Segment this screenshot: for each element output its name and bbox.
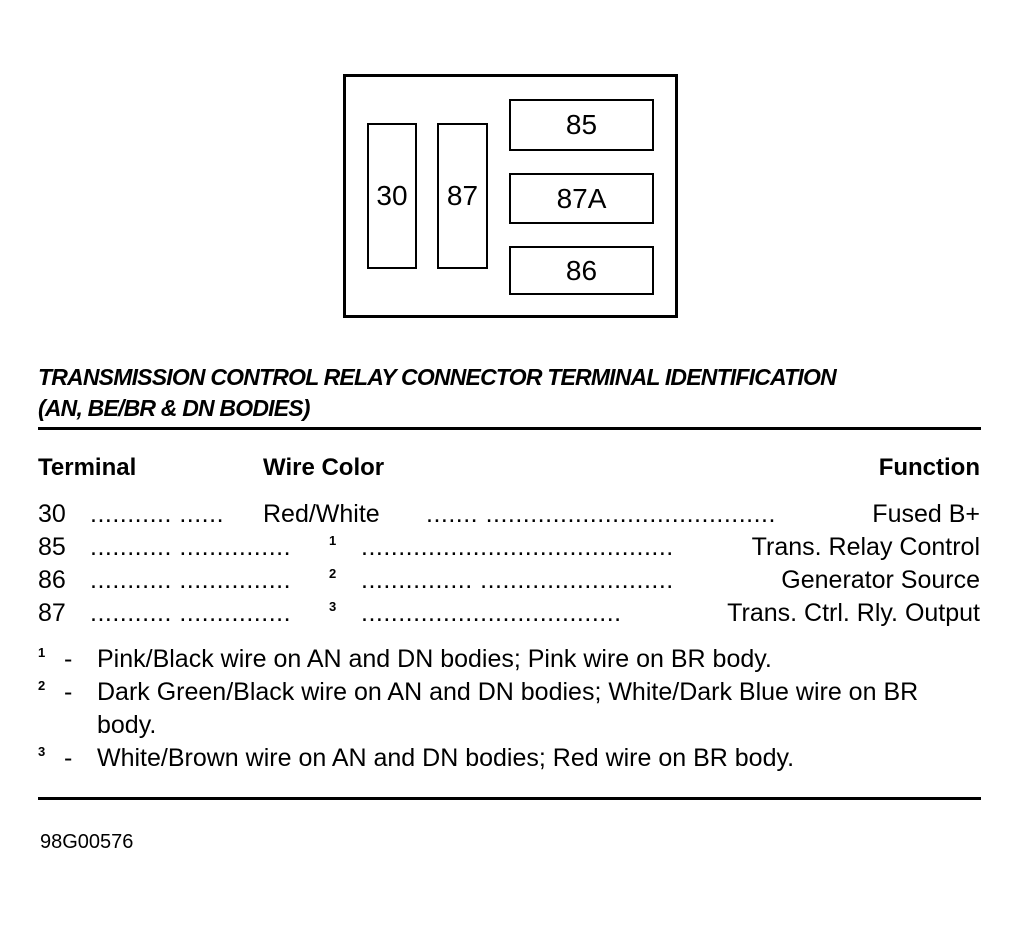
- title-line-1: TRANSMISSION CONTROL RELAY CONNECTOR TERMINAL IDENTIFICATION: [38, 364, 836, 390]
- row-terminal: 87: [38, 599, 66, 627]
- terminal-85: 85: [509, 99, 654, 151]
- row-terminal: 85: [38, 533, 66, 561]
- leader-dots: ........... ...............: [90, 566, 292, 594]
- footnote-dash: -: [64, 645, 73, 673]
- diagram-title: [38, 362, 983, 424]
- leader-dots: ..........................................: [361, 533, 674, 561]
- footnote-text: White/Brown wire on AN and DN bodies; Red wire on BR body.: [97, 744, 795, 772]
- header-terminal: Terminal: [38, 454, 137, 481]
- table-row: [38, 531, 980, 563]
- terminal-30: 30: [367, 123, 417, 269]
- footnote-mark: 2: [38, 678, 46, 693]
- row-footnote-ref: 2: [329, 566, 337, 581]
- row-function: Trans. Ctrl. Rly. Output: [727, 599, 980, 627]
- row-wire-color: Red/White: [263, 500, 380, 528]
- row-footnote-ref: 3: [329, 599, 337, 614]
- header-function: Function: [878, 454, 980, 481]
- leader-dots: ....... .......................................: [426, 500, 776, 528]
- row-terminal: 30: [38, 500, 66, 528]
- footnote-text: Pink/Black wire on AN and DN bodies; Pink wire on BR body.: [97, 645, 772, 673]
- leader-dots: ........... ......: [90, 500, 225, 528]
- table-row: [38, 564, 980, 596]
- leader-dots: ........... ...............: [90, 599, 292, 627]
- bottom-divider: [38, 797, 981, 800]
- terminal-87a: 87A: [509, 173, 654, 224]
- figure-id: 98G00576: [40, 831, 134, 853]
- title-line-2: (AN, BE/BR & DN BODIES): [38, 395, 310, 421]
- row-footnote-ref: 1: [329, 533, 337, 548]
- leader-dots: ............... ..........................: [361, 566, 674, 594]
- title-divider: [38, 427, 981, 430]
- table-row: [38, 597, 980, 629]
- footnote-text: Dark Green/Black wire on AN and DN bodies; White/Dark Blue wire on BR body.: [97, 678, 919, 739]
- row-function: Trans. Relay Control: [751, 533, 980, 561]
- footnote-dash: -: [64, 678, 73, 706]
- row-function: Generator Source: [781, 566, 980, 594]
- row-function: Fused B+: [872, 500, 980, 528]
- header-wire-color: Wire Color: [263, 454, 385, 481]
- relay-connector-diagram: [343, 74, 678, 318]
- table-row: [38, 498, 980, 530]
- leader-dots: ........... ...............: [90, 533, 292, 561]
- footnote-mark: 1: [38, 645, 46, 660]
- row-terminal: 86: [38, 566, 66, 594]
- terminal-87: 87: [437, 123, 488, 269]
- leader-dots: ...................................: [361, 599, 622, 627]
- footnote-mark: 3: [38, 744, 46, 759]
- terminal-86: 86: [509, 246, 654, 295]
- footnote-dash: -: [64, 744, 73, 772]
